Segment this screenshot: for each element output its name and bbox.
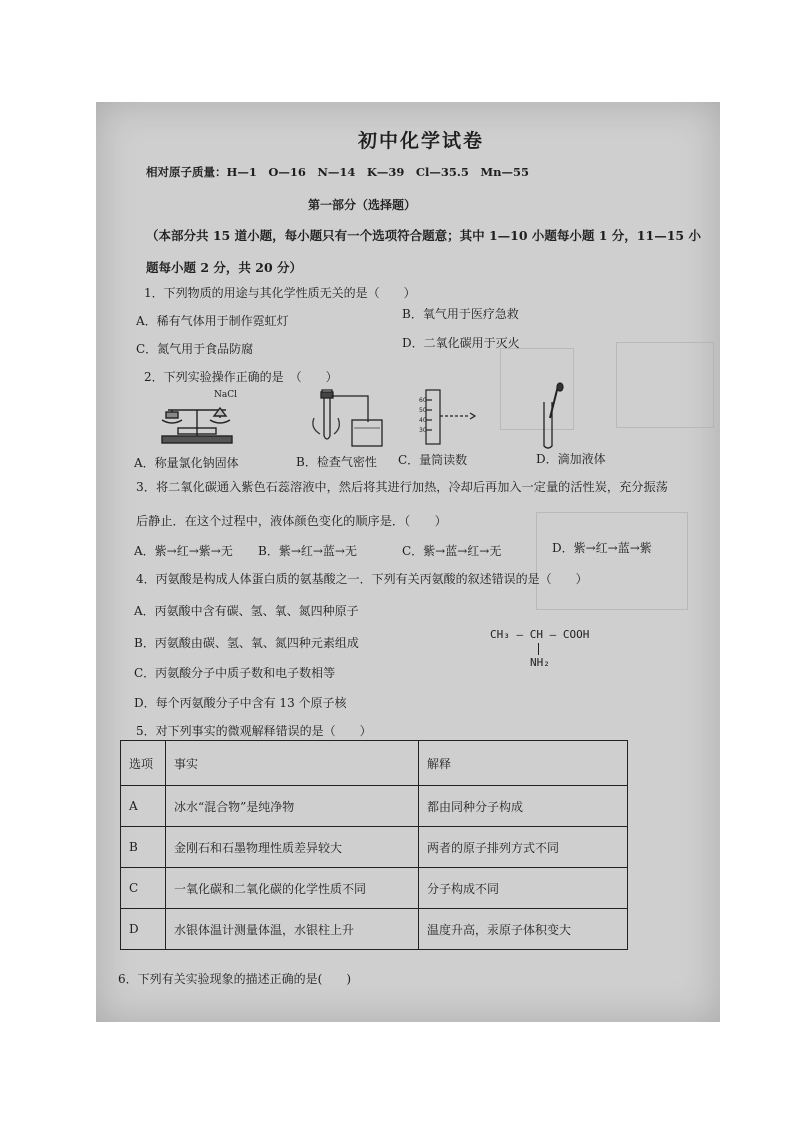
airtightness-figure	[310, 388, 386, 450]
part1-heading: 第一部分（选择题）	[308, 198, 417, 212]
dropper-figure	[536, 382, 576, 450]
q4-stem: 4．丙氨酸是构成人体蛋白质的氨基酸之一．下列有关丙氨酸的叙述错误的是（ ）	[136, 572, 588, 586]
table-cell: A	[121, 786, 166, 827]
table-cell: 两者的原子排列方式不同	[419, 827, 628, 868]
q5-facts-table	[120, 740, 628, 950]
q1-option-d: D．二氧化碳用于灭火	[402, 336, 520, 350]
table-row	[121, 827, 628, 868]
bleed-through-figure	[616, 342, 714, 428]
q2-option-a: A．称量氯化钠固体	[134, 456, 239, 470]
table-row	[121, 786, 628, 827]
table-header-cell: 事实	[166, 741, 419, 786]
alanine-formula-main: CH₃ — CH — COOH	[490, 628, 590, 641]
nacl-label: NaCl	[214, 390, 238, 400]
page-title: 初中化学试卷	[358, 130, 485, 152]
q2-option-b: B．检查气密性	[296, 455, 377, 469]
q4-option-d: D．每个丙氨酸分子中含有 13 个原子核	[134, 696, 347, 710]
table-header-row	[121, 741, 628, 786]
table-cell: 温度升高，汞原子体积变大	[419, 909, 628, 950]
part1-instructions-line2: 题每小题 2 分，共 20 分）	[146, 260, 303, 275]
q2-option-c: C．量筒读数	[398, 453, 468, 467]
exam-paper	[96, 102, 720, 1022]
table-cell: 一氧化碳和二氧化碳的化学性质不同	[166, 868, 419, 909]
q1-option-b: B．氧气用于医疗急救	[402, 307, 519, 321]
atomic-mass-line: 相对原子质量：H—1 O—16 N—14 K—39 Cl—35.5 Mn—55	[146, 165, 530, 179]
alanine-bond-line	[538, 643, 539, 655]
q5-stem: 5．对下列事实的微观解释错误的是（ ）	[136, 724, 372, 738]
table-cell: 金刚石和石墨物理性质差异较大	[166, 827, 419, 868]
q4-option-b: B．丙氨酸由碳、氢、氧、氮四种元素组成	[134, 636, 359, 650]
q3-option-d: D．紫→红→蓝→紫	[552, 541, 652, 555]
q2-stem: 2．下列实验操作正确的是 （ ）	[144, 370, 338, 384]
q1-option-c: C．氮气用于食品防腐	[136, 342, 254, 356]
table-row	[121, 868, 628, 909]
q3-option-b: B．紫→红→蓝→无	[258, 544, 357, 558]
q6-stem: 6．下列有关实验现象的描述正确的是( )	[118, 972, 351, 986]
q3-stem-line1: 3．将二氧化碳通入紫色石蕊溶液中，然后将其进行加热，冷却后再加入一定量的活性炭，充分振荡	[136, 480, 668, 494]
table-cell: B	[121, 827, 166, 868]
table-cell: 冰水“混合物”是纯净物	[166, 786, 419, 827]
table-header-cell: 选项	[121, 741, 166, 786]
q2-option-d: D．滴加液体	[536, 452, 606, 466]
table-cell: 分子构成不同	[419, 868, 628, 909]
q3-option-a: A．紫→红→紫→无	[134, 544, 233, 558]
table-cell: D	[121, 909, 166, 950]
part1-instructions-line1: （本部分共 15 道小题，每小题只有一个选项符合题意；其中 1—10 小题每小题 1 分，11—15 小	[146, 228, 701, 243]
graduated-cylinder-figure	[420, 388, 480, 448]
q1-stem: 1．下列物质的用途与其化学性质无关的是（ ）	[144, 286, 416, 300]
q4-option-a: A．丙氨酸中含有碳、氢、氧、氮四种原子	[134, 604, 359, 618]
table-header-cell: 解释	[419, 741, 628, 786]
q1-option-a: A．稀有气体用于制作霓虹灯	[136, 314, 289, 328]
svg-text:60: 60	[419, 397, 427, 404]
svg-text:50: 50	[419, 407, 427, 414]
q3-option-c: C．紫→蓝→红→无	[402, 544, 502, 558]
table-cell: 水银体温计测量体温，水银柱上升	[166, 909, 419, 950]
table-cell: C	[121, 868, 166, 909]
svg-text:30: 30	[419, 427, 427, 434]
table-row	[121, 909, 628, 950]
bleed-through-figure	[536, 512, 688, 610]
alanine-formula-amino: NH₂	[530, 656, 550, 669]
q3-stem-line2: 后静止．在这个过程中，液体颜色变化的顺序是．（ ）	[136, 514, 447, 528]
q4-option-c: C．丙氨酸分子中质子数和电子数相等	[134, 666, 336, 680]
table-cell: 都由同种分子构成	[419, 786, 628, 827]
svg-text:40: 40	[419, 417, 427, 424]
